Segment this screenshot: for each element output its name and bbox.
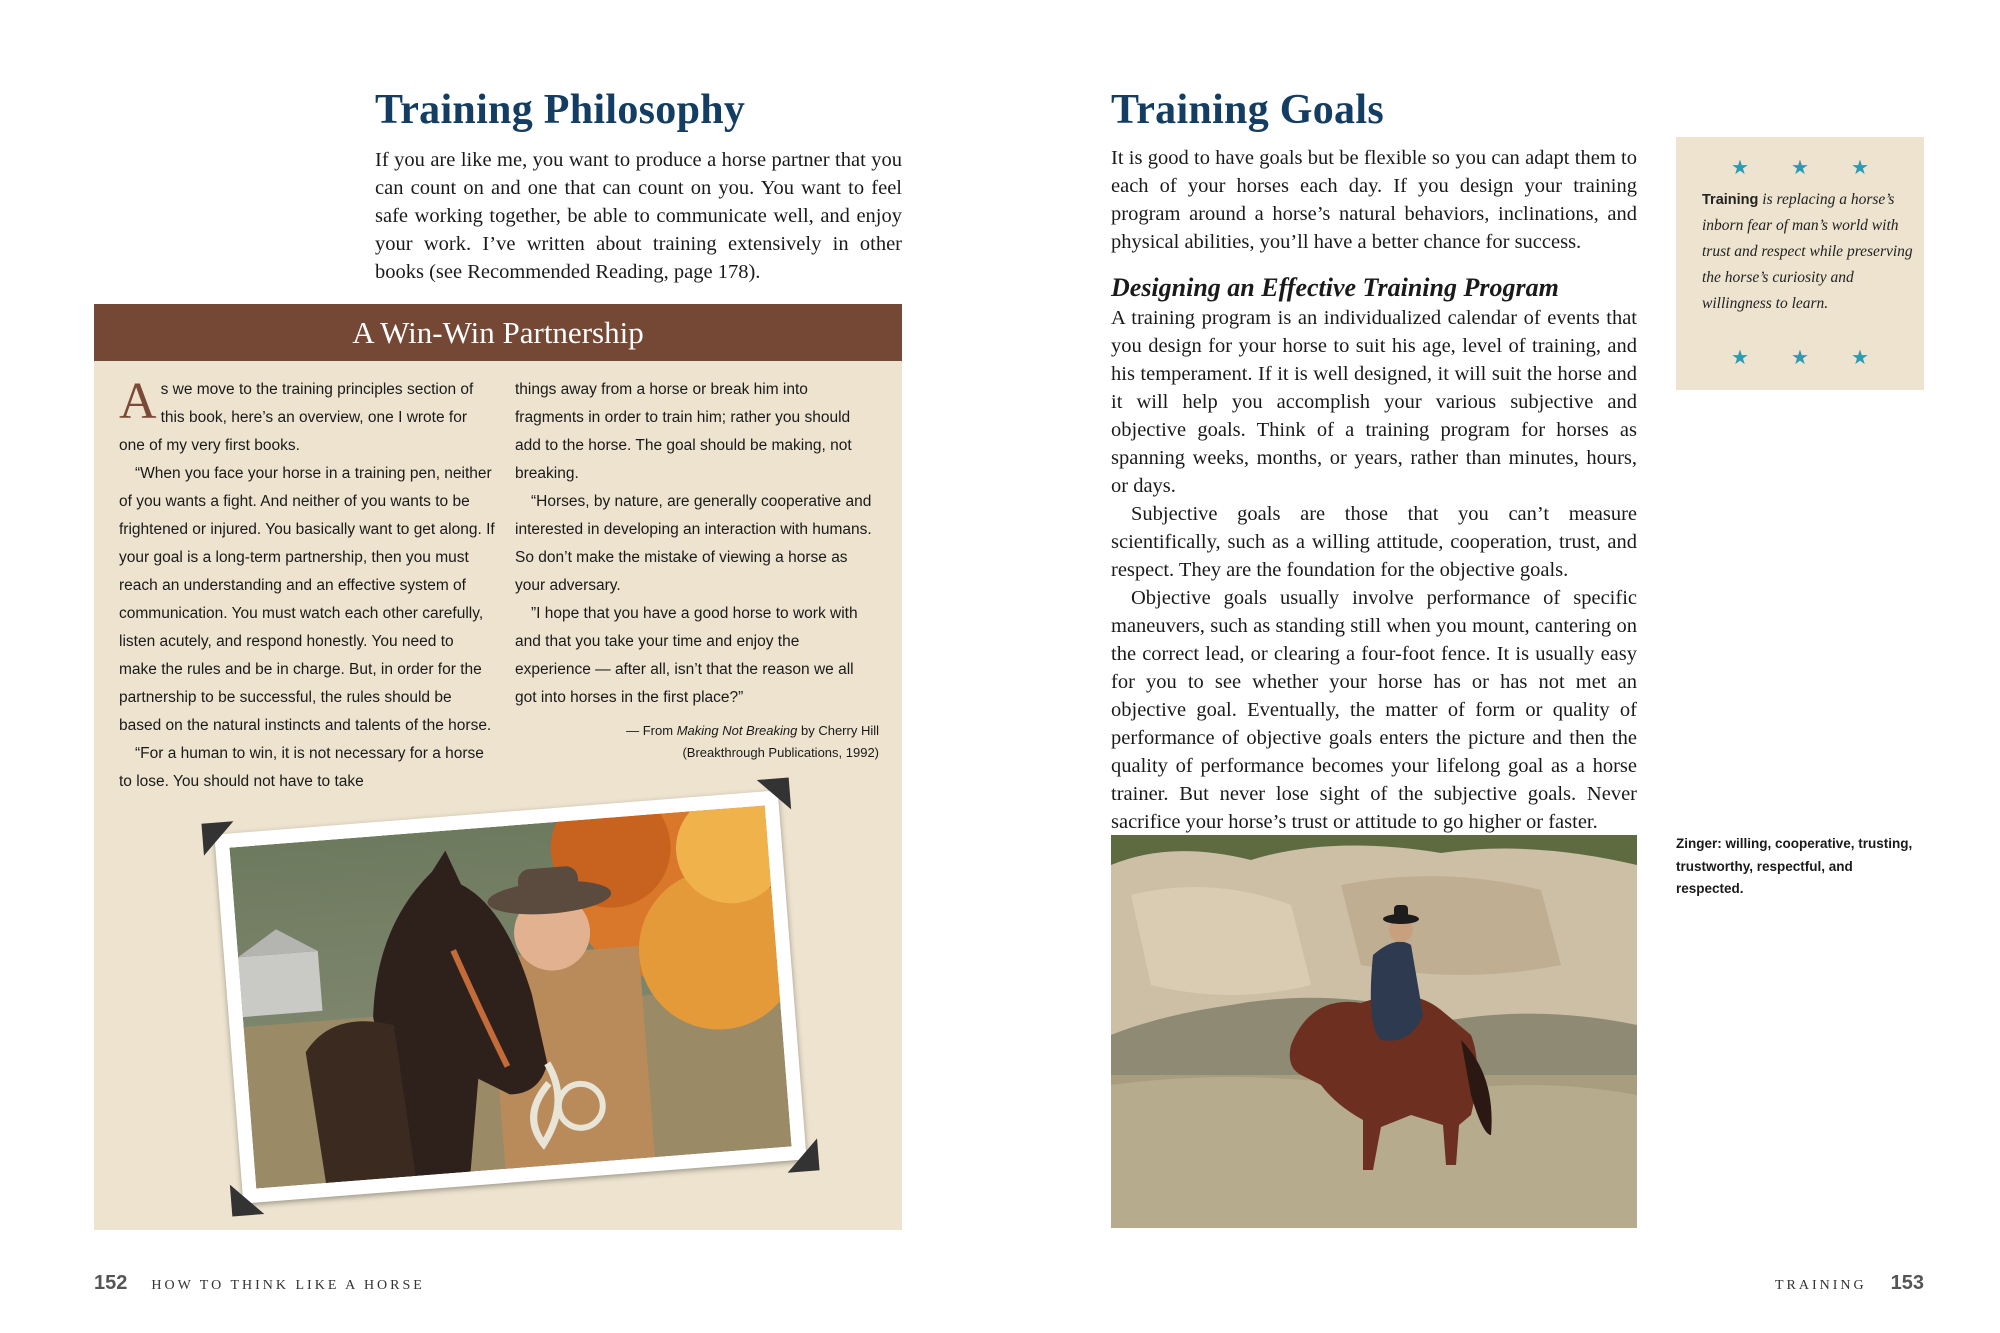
subhead: Designing an Effective Training Program (1111, 273, 1559, 302)
stars-top (1676, 155, 1924, 180)
photo-rider-on-horse (1111, 835, 1637, 1228)
sidebar-heading: A Win-Win Partnership (94, 304, 902, 361)
body-right (1111, 144, 1637, 836)
rider-rocks-photo-image (1111, 835, 1637, 1228)
sidebar-para: “When you face your horse in a training pen, neither of you wants a fight. And neither of you wants to be frightened or injured. You basically want to get along. If your goal is a long-term partnership, then you must reach an understanding and an effective system of communication. You must watch each other carefully, listen acutely, and respond honestly. You need to make the rules and be in charge. But, in order for the partnership to be successful, the rules should be based on the natural instincts and talents of the horse. (119, 465, 495, 734)
star-icon: ★ (1851, 347, 1869, 369)
sidebar-para: “For a human to win, it is not necessary for a horse to lose. You should not have to take (119, 745, 484, 790)
pullquote-box (1676, 137, 1924, 390)
photo-caption-zinger: Zinger: willing, cooperative, trusting, trustworthy, respectful, and respected. (1676, 836, 1913, 896)
citation-title: Making Not Breaking (676, 723, 798, 738)
page-title-right: Training Goals (1111, 87, 1384, 133)
page-number: 152 (94, 1272, 128, 1294)
stars-bottom (1676, 345, 1924, 370)
star-icon: ★ (1791, 157, 1809, 179)
sidebar-para: things away from a horse or break him into fragments in order to train him; rather you should add to the horse. The goal should be making, not breaking. (515, 381, 852, 482)
footer-left (94, 1272, 425, 1295)
star-icon: ★ (1791, 347, 1809, 369)
body-para: Objective goals usually involve performance of specific maneuvers, such as standing still when you mount, cantering on the correct lead, or clearing a four-foot fence. It is usually easy for you to see whether your horse has or has not met an objective goal. Eventually, the matter of form or quality of performance of objective goals enters the picture and then the quality of performance becomes your lifelong goal as a horse trainer. But never lose sight of the subjective goals. Never sacrifice your horse’s trust or attitude to go higher or faster. (1111, 587, 1637, 833)
running-head: HOW TO THINK LIKE A HORSE (151, 1278, 425, 1293)
horse-and-rider-photo-image (229, 805, 791, 1188)
citation: — From Making Not Breaking by Cherry Hill (Breakthrough Publications, 1992) (626, 723, 879, 760)
sidebar-column-1 (119, 373, 495, 796)
intro-paragraph-left (375, 146, 902, 286)
body-para: Subjective goals are those that you can’t measure scientifically, such as a willing attitude, cooperation, trust, and respect. They are the foundation for the objective goals. (1111, 503, 1637, 581)
page-title-left: Training Philosophy (375, 87, 746, 133)
page-number: 153 (1890, 1272, 1924, 1294)
star-icon: ★ (1851, 157, 1869, 179)
photo-woman-with-horse (214, 790, 806, 1203)
intro-text-right: It is good to have goals but be flexible so you can adapt them to each of your horses each day. If you design your training program around a horse’s natural behaviors, inclinations, and physical abilities, you’ll have a better chance for success. (1111, 147, 1637, 253)
pullquote-text: Training is replacing a horse’s inborn fear of man’s world with trust and respect while preserving the horse’s curiosity and willingness to learn. (1702, 191, 1913, 312)
sidebar-para: “Horses, by nature, are generally cooperative and interested in developing an interaction with humans. So don’t make the mistake of viewing a horse as your adversary. (515, 493, 872, 594)
sidebar-para: ”I hope that you have a good horse to work with and that you take your time and enjoy the experience — after all, isn’t that the reason we all got into horses in the first place?” (515, 605, 858, 706)
star-icon: ★ (1731, 157, 1749, 179)
sidebar-para: s we move to the training principles section of this book, here’s an overview, one I wrote for one of my very first books. (119, 381, 474, 454)
star-icon: ★ (1731, 347, 1749, 369)
sidebar-column-2 (515, 376, 879, 764)
footer-right (1775, 1272, 1924, 1295)
running-head: TRAINING (1774, 1278, 1867, 1293)
drop-cap: A (119, 373, 157, 430)
body-para: A training program is an individualized calendar of events that you design for your horse to suit his age, level of training, and his temperament. If it is well designed, it will suit the horse and it will help you accomplish your various subjective and objective goals. Think of a training program for horses as spanning weeks, months, or years, rather than minutes, hours, or days. (1111, 307, 1637, 497)
intro-text: If you are like me, you want to produce a horse partner that you can count on and one that can count on you. You want to feel safe working together, be able to communicate well, and enjoy your work. I’ve written about training extensively in other books (see Recommended Reading, page 178). (375, 149, 902, 283)
